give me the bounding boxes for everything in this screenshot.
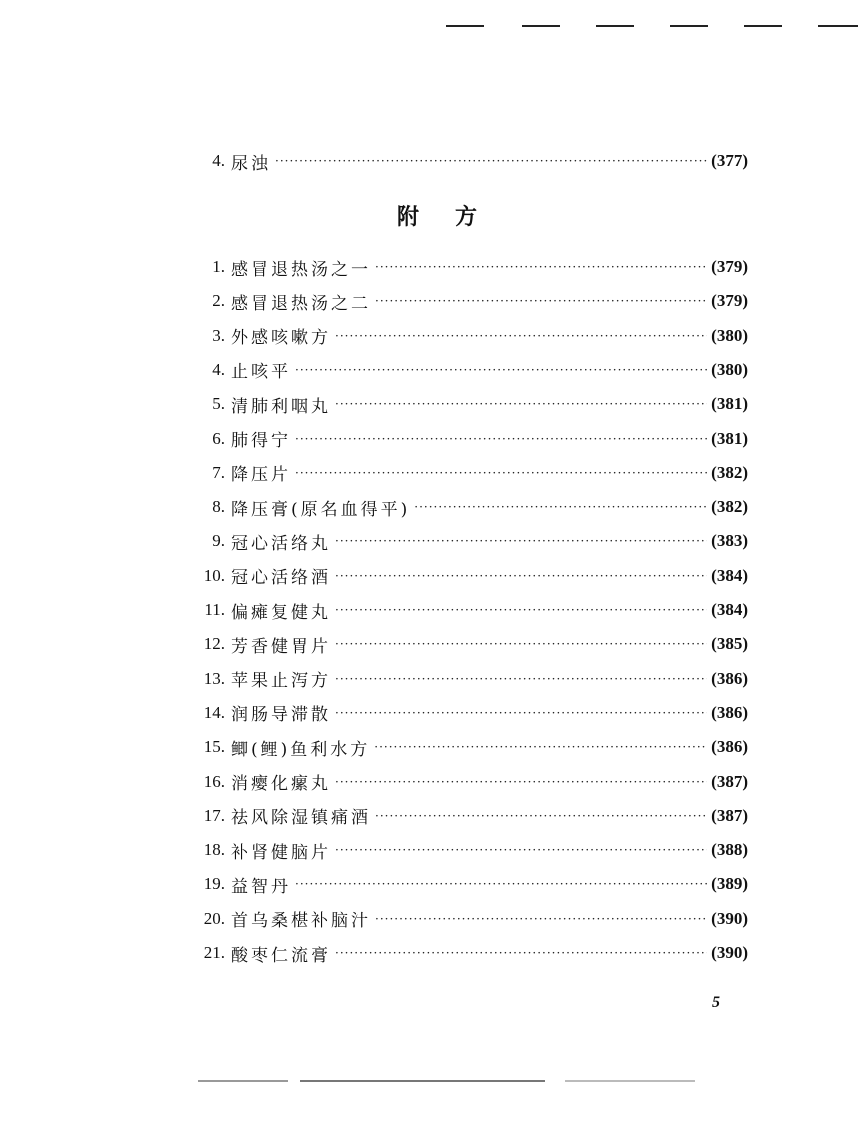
leader-dots — [335, 603, 707, 617]
entry-title: 清肺利咽丸 — [231, 396, 331, 417]
entry-page: (386) — [711, 737, 748, 757]
entry-number: 9. — [212, 531, 225, 551]
dash — [522, 25, 560, 27]
toc-entry — [188, 837, 748, 863]
entry-number: 21. — [203, 943, 225, 962]
leader-dots — [414, 500, 707, 514]
entry-title: 益智丹 — [231, 876, 291, 897]
leader-dots — [375, 294, 707, 308]
entry-number: 3. — [212, 325, 225, 345]
toc-entry — [188, 357, 748, 383]
entry-page: (377) — [711, 151, 748, 170]
toc-entry — [188, 288, 748, 314]
leader-dots — [335, 946, 707, 960]
toc-entry — [188, 940, 748, 966]
toc-entry — [188, 323, 748, 349]
toc-entry — [188, 460, 748, 486]
entry-page: (380) — [711, 359, 748, 379]
entry-title: 降压膏(原名血得平) — [231, 499, 411, 520]
entry-title: 首乌桑椹补脑汁 — [231, 911, 371, 932]
entry-title: 尿浊 — [231, 153, 271, 174]
entry-number: 14. — [203, 702, 225, 722]
entry-number: 1. — [212, 257, 225, 276]
toc-entry — [188, 426, 748, 452]
leader-dots — [295, 363, 707, 377]
leader-dots — [335, 569, 707, 583]
leader-dots — [335, 775, 707, 789]
entry-number: 15. — [203, 737, 225, 757]
entry-page: (384) — [711, 600, 748, 619]
entry-title: 感冒退热汤之一 — [231, 259, 371, 280]
toc-entry — [188, 666, 748, 692]
entry-page: (385) — [711, 634, 748, 654]
leader-dots — [335, 843, 707, 857]
leader-dots — [335, 637, 707, 651]
entry-page: (386) — [711, 668, 748, 688]
toc-entry — [188, 494, 748, 520]
dash — [596, 25, 634, 27]
entry-number: 4. — [212, 151, 225, 170]
entry-number: 17. — [203, 805, 225, 825]
entry-page: (381) — [711, 428, 748, 448]
toc-entry — [188, 906, 748, 932]
entry-title: 补肾健脑片 — [231, 842, 331, 863]
entry-page: (381) — [711, 394, 748, 414]
toc-entry — [188, 871, 748, 897]
leader-dots — [295, 466, 707, 480]
toc-entry — [188, 528, 748, 554]
entry-number: 13. — [203, 668, 225, 688]
entry-page: (379) — [711, 257, 748, 276]
leader-dots — [375, 809, 707, 823]
entry-page: (387) — [711, 771, 748, 791]
leader-dots — [295, 877, 707, 891]
entry-title: 降压片 — [231, 465, 291, 486]
entry-title: 肺得宁 — [231, 431, 291, 451]
entry-title: 苹果止泻方 — [231, 671, 331, 692]
entry-number: 18. — [203, 840, 225, 860]
entry-number: 19. — [203, 874, 225, 894]
entry-title: 芳香健胃片 — [231, 636, 331, 657]
entry-title: 感冒退热汤之二 — [231, 293, 371, 314]
entry-number: 2. — [212, 291, 225, 311]
leader-dots — [375, 260, 707, 274]
page-number: 5 — [712, 994, 720, 1011]
entry-title: 鲫(鲤)鱼利水方 — [231, 739, 371, 760]
entry-page: (384) — [711, 565, 748, 585]
dash — [818, 25, 858, 27]
entry-page: (382) — [711, 497, 748, 517]
entry-number: 11. — [204, 600, 225, 619]
leader-dots — [374, 740, 707, 754]
entry-page: (380) — [711, 325, 748, 345]
leader-dots — [335, 329, 707, 343]
entry-title: 止咳平 — [231, 362, 291, 383]
toc-entry — [188, 734, 748, 760]
entry-page: (389) — [711, 874, 748, 894]
toc-entry — [188, 254, 748, 280]
entry-number: 20. — [203, 908, 225, 928]
leader-dots — [375, 912, 707, 926]
toc-entry — [188, 700, 748, 726]
entry-title: 冠心活络酒 — [231, 568, 331, 589]
dash — [744, 25, 782, 27]
entry-number: 10. — [203, 565, 225, 585]
dash — [446, 25, 484, 27]
leader-dots — [335, 672, 707, 686]
toc-entry — [188, 803, 748, 829]
toc-entry — [188, 148, 748, 174]
leader-dots — [295, 432, 707, 446]
entry-number: 4. — [212, 359, 225, 379]
leader-dots — [335, 534, 707, 548]
toc-entry — [188, 769, 748, 795]
toc-entry — [188, 597, 748, 623]
dash — [670, 25, 708, 27]
entry-number: 5. — [212, 394, 225, 414]
entry-number: 6. — [212, 428, 225, 448]
toc-entry — [188, 391, 748, 417]
entry-title: 祛风除湿镇痛酒 — [231, 808, 371, 829]
entry-title: 酸枣仁流膏 — [231, 945, 331, 966]
entry-page: (382) — [711, 462, 748, 482]
toc-entry — [188, 563, 748, 589]
entry-number: 12. — [203, 634, 225, 654]
entry-title: 冠心活络丸 — [231, 533, 331, 554]
entry-title: 消瘿化瘰丸 — [231, 774, 331, 794]
entry-number: 16. — [203, 771, 225, 791]
leader-dots — [275, 154, 707, 168]
toc-entry — [188, 631, 748, 657]
entry-page: (379) — [711, 291, 748, 311]
entry-page: (388) — [711, 840, 748, 860]
entry-page: (390) — [711, 943, 748, 962]
entry-page: (386) — [711, 702, 748, 722]
leader-dots — [335, 706, 707, 720]
entry-number: 8. — [212, 497, 225, 517]
entry-title: 润肠导滞散 — [231, 705, 331, 726]
entry-page: (390) — [711, 908, 748, 928]
entry-title: 偏瘫复健丸 — [231, 602, 331, 623]
entry-title: 外感咳嗽方 — [231, 328, 331, 349]
leader-dots — [335, 397, 707, 411]
entry-page: (383) — [711, 531, 748, 551]
entry-number: 7. — [212, 462, 225, 482]
entry-page: (387) — [711, 805, 748, 825]
section-heading: 附方 — [396, 204, 513, 230]
